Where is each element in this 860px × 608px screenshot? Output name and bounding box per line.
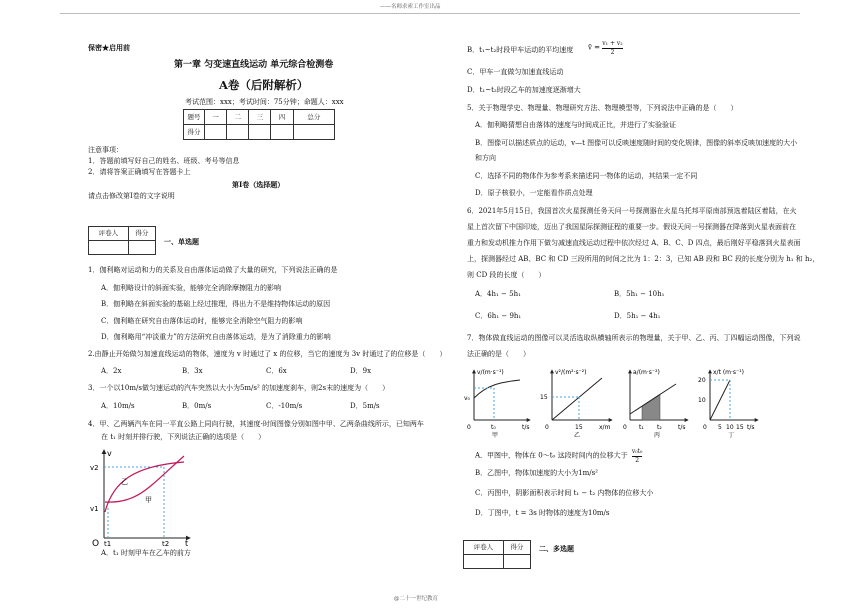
q6-line: 重力和发动机推力作用下做匀减速直线运动过程中依次经过 A、B、C、D 四点，最后刚好平稳落到火星表面 bbox=[467, 239, 801, 247]
q4-t2-label: t2 bbox=[162, 540, 170, 546]
q7-jia-tick-x: t₀ bbox=[491, 424, 496, 431]
score-header: 二 bbox=[227, 110, 249, 125]
q2-option: A．2x bbox=[101, 367, 122, 375]
q7-ding-tick-x2: 10 bbox=[726, 424, 734, 431]
q3-option: B．0m/s bbox=[182, 402, 212, 410]
q4-curve-yi bbox=[105, 462, 184, 512]
q2-stem: 2.由静止开始做匀加速直线运动的物体，速度为 v 时通过了 x 的位移，当它的速度为 3v 时通过了的位移是（ ） bbox=[88, 350, 447, 358]
q2-option: C．6x bbox=[266, 367, 287, 375]
q7-jia-xlabel: t/s bbox=[522, 424, 530, 431]
q6-option: D．5h₁ − 4h₁ bbox=[614, 312, 661, 320]
q1-option: A．伽利略设计的斜面实验，能够完全消除摩擦阻力的影响 bbox=[101, 284, 282, 292]
q7-option bbox=[475, 448, 642, 464]
q4-option: D．t₁~t₂时段乙车的加速度逐渐增大 bbox=[467, 86, 581, 94]
q5-option: A．伽利略猜想自由落体的速度与时间成正比，并进行了实验验证 bbox=[475, 121, 677, 129]
footer-note: @二十一世纪教育 bbox=[394, 596, 439, 602]
q7-ding-ylabel: x/t (m·s⁻¹) bbox=[713, 369, 744, 376]
q7-jia-tick-y: v₀ bbox=[464, 395, 470, 402]
header-note: ——名师求索工作室出品 bbox=[380, 4, 441, 10]
q7-graph-ding bbox=[698, 369, 758, 438]
q7-bing-tick-x2: t₂ bbox=[657, 424, 662, 431]
q4-origin: O bbox=[92, 539, 100, 546]
q5-option: 和方向 bbox=[475, 154, 496, 162]
q7-a-den: 2 bbox=[635, 456, 640, 464]
q7-yi-tick-y: 15 bbox=[540, 394, 548, 401]
q4-y-label: v bbox=[107, 449, 112, 458]
note-item: 1．答题前填写好自己的姓名、班级、考号等信息 bbox=[88, 157, 240, 165]
header-rule bbox=[60, 13, 800, 14]
q7-bing-caption: 丙 bbox=[654, 432, 661, 438]
q7-jia-ylabel: v/(m·s⁻¹) bbox=[477, 369, 504, 376]
q7-bing-origin: 0 bbox=[623, 424, 627, 431]
q5-stem: 5．关于物理学史、物理量、物理研究方法、物理模型等，下列说法中正确的是（ ） bbox=[467, 104, 738, 112]
secret-label: 保密★启用前 bbox=[88, 43, 130, 52]
q5-option: C．选择不同的物体作为参考系来描述同一物体的运动，其结果一定不同 bbox=[475, 172, 698, 180]
grader-label: 评卷人 bbox=[464, 541, 504, 555]
grader-cell[interactable] bbox=[464, 555, 504, 569]
score-header: 题号 bbox=[184, 110, 205, 125]
q6-line: 上，探测器经过 AB、BC 和 CD 三段所用的时间之比为 1：2：3，已知 AB 段和 BC 段的长度分别为 h₁ 和 h₂， bbox=[467, 255, 820, 263]
q4-option: C．甲车一直做匀加速直线运动 bbox=[467, 68, 564, 76]
score-cell[interactable] bbox=[293, 125, 334, 140]
q7-yi-origin: 0 bbox=[545, 424, 549, 431]
q4-option: A．t₁ 时刻甲车在乙车的前方 bbox=[101, 549, 191, 557]
q7-option: B．乙图中，物体加速度的大小为1m/s² bbox=[475, 469, 598, 477]
q7-yi-ylabel: v²/(m²·s⁻²) bbox=[555, 369, 587, 376]
q7-option-a-text: A．甲图中，物体在 0～t₀ 这段时间内的位移大于 bbox=[475, 451, 628, 460]
exam-subtitle: A卷（后附解析） bbox=[219, 78, 309, 92]
grader-label: 评卷人 bbox=[89, 227, 129, 241]
q7-yi-tick-x: 15 bbox=[575, 424, 583, 431]
grader-cell[interactable] bbox=[89, 241, 129, 255]
q4-stem: 4．甲、乙两辆汽车在同一平直公路上同向行驶，其速度-时间图像分别如图中甲、乙两条曲线所示，已知两车 bbox=[88, 420, 424, 428]
q4-v2-label: v2 bbox=[90, 464, 99, 472]
q4-avg-v: v̄ = bbox=[588, 43, 601, 52]
q6-line: 6．2021年5月15日，我国首次火星探测任务天问一号探测器在火星乌托邦平原南部预选着陆区着陆，在火 bbox=[467, 207, 797, 215]
q7-bing-ylabel: a/(m·s⁻²) bbox=[633, 369, 660, 376]
q4-x-label: t bbox=[185, 539, 189, 546]
q7-ding-origin: 0 bbox=[703, 424, 707, 431]
score-header: 三 bbox=[249, 110, 271, 125]
grader-cell[interactable] bbox=[503, 555, 530, 569]
q1-option: D．伽利略用“冲淡重力”的方法研究自由落体运动，是为了消除重力的影响 bbox=[101, 333, 331, 341]
q4-stem: 在 t₁ 时刻并排行驶，下列说法正确的选项是（ ） bbox=[101, 433, 266, 441]
section1-desc: 请点击修改第I卷的文字说明 bbox=[88, 192, 175, 200]
grader-box bbox=[88, 226, 156, 255]
part2-title: 二、多选题 bbox=[539, 544, 574, 553]
q7-ding-xlabel: t/s bbox=[747, 424, 755, 431]
notes-title: 注意事项： bbox=[88, 146, 123, 154]
q6-option: C．6h₁ − 9h₁ bbox=[475, 312, 522, 320]
q7-stem: 7．物体做直线运动的图像可以灵活选取纵横轴所表示的物理量，关于甲、乙、丙、丁四幅运动图像，下列说 bbox=[467, 334, 801, 342]
q7-jia-origin: 0 bbox=[467, 424, 471, 431]
q7-option: D．丁图中，t = 3s 时物体的速度为10m/s bbox=[475, 509, 610, 517]
exam-info: 考试范围：xxx；考试时间：75分钟；命题人：xxx bbox=[185, 98, 344, 106]
q6-line: 星上首次留下中国印迹，迈出了我国星际探测征程的重要一步。假设天问一号探测器在降落到火星表面前在 bbox=[467, 223, 796, 231]
q7-ding-tick-x3: 15 bbox=[736, 424, 744, 431]
q3-option: A．10m/s bbox=[101, 402, 135, 410]
q4-vt-graph bbox=[88, 446, 198, 546]
q7-stem: 法正确的是（ ） bbox=[467, 350, 530, 358]
q4-avg-num: v₁ + v₂ bbox=[602, 40, 623, 47]
q7-ding-tick-y1: 20 bbox=[698, 377, 706, 384]
q7-graphs bbox=[462, 366, 762, 438]
q7-option: C．丙图中，阴影面积表示时间 t₁ − t₂ 内物体的位移大小 bbox=[475, 489, 654, 497]
q2-option: B．3x bbox=[182, 367, 203, 375]
q3-option: D．5m/s bbox=[350, 402, 380, 410]
score-cell[interactable] bbox=[227, 125, 249, 140]
q7-a-num: v₀t₀ bbox=[631, 448, 643, 455]
q7-graph-yi bbox=[540, 369, 612, 438]
q1-option: C．伽利略在研究自由落体运动时，能够完全消除空气阻力的影响 bbox=[101, 317, 303, 325]
grader-cell[interactable] bbox=[128, 241, 155, 255]
q6-option: B．5h₁ − 10h₁ bbox=[614, 290, 665, 298]
q7-jia-caption: 甲 bbox=[492, 432, 499, 438]
q4-avg-formula bbox=[588, 40, 623, 56]
score-cell[interactable] bbox=[249, 125, 271, 140]
q4-option: B．t₁~t₂时段甲车运动的平均速度 bbox=[467, 46, 574, 54]
q4-t1-label: t1 bbox=[104, 540, 112, 546]
score-header: 一 bbox=[205, 110, 227, 125]
score-table bbox=[183, 109, 335, 140]
q4-curve-yi-label: 乙 bbox=[121, 478, 128, 486]
q7-yi-caption: 乙 bbox=[574, 432, 581, 438]
grader-label: 得分 bbox=[128, 227, 155, 241]
score-cell[interactable] bbox=[271, 125, 293, 140]
score-cell[interactable] bbox=[205, 125, 227, 140]
q4-curve-jia-label: 甲 bbox=[145, 496, 152, 504]
q3-stem: 3．一个以10m/s做匀速运动的汽车突然以大小为5m/s² 的加速度刹车，则2s末的速度为（ ） bbox=[88, 384, 390, 392]
q7-ding-caption: 丁 bbox=[728, 432, 735, 438]
part1-title: 一、单选题 bbox=[164, 237, 199, 246]
score-row-label: 得分 bbox=[184, 125, 205, 140]
q7-graph-bing bbox=[623, 369, 688, 438]
grader-box-2 bbox=[463, 540, 531, 569]
q7-bing-xlabel: t/s bbox=[678, 424, 686, 431]
q6-line: 则 CD 段的长度（ ） bbox=[467, 271, 546, 279]
q7-ding-tick-y2: 10 bbox=[698, 397, 706, 404]
q5-option: B．图像可以描述质点的运动，v—t 图像可以反映速度随时间的变化规律，图像的斜率反映加速度的大小 bbox=[475, 139, 798, 147]
q3-option: C．-10m/s bbox=[266, 402, 303, 410]
q6-option: A．4h₁ − 5h₁ bbox=[475, 290, 521, 298]
q4-avg-den: 2 bbox=[610, 48, 615, 56]
q1-stem: 1．伽利略对运动和力的关系及自由落体运动做了大量的研究，下列说法正确的是 bbox=[88, 266, 338, 274]
section1-title: 第Ⅰ卷（选择题） bbox=[232, 180, 285, 189]
q7-bing-tick-x1: t₁ bbox=[639, 424, 644, 431]
exam-title: 第一章 匀变速直线运动 单元综合检测卷 bbox=[174, 60, 334, 70]
q5-option: D．原子核很小，一定能看作质点处理 bbox=[475, 189, 593, 197]
q2-option: D．9x bbox=[350, 367, 372, 375]
score-header: 总分 bbox=[293, 110, 334, 125]
q7-yi-xlabel: x/m bbox=[599, 424, 611, 431]
note-item: 2．请将答案正确填写在答题卡上 bbox=[88, 168, 191, 176]
q7-graph-jia bbox=[464, 369, 530, 438]
q1-option: B．伽利略在斜面实验的基础上经过推理，得出力不是维持物体运动的原因 bbox=[101, 300, 331, 308]
q7-ding-tick-x1: 5 bbox=[718, 424, 722, 431]
q4-v1-label: v1 bbox=[90, 505, 99, 513]
grader-label: 得分 bbox=[503, 541, 530, 555]
score-header: 四 bbox=[271, 110, 293, 125]
